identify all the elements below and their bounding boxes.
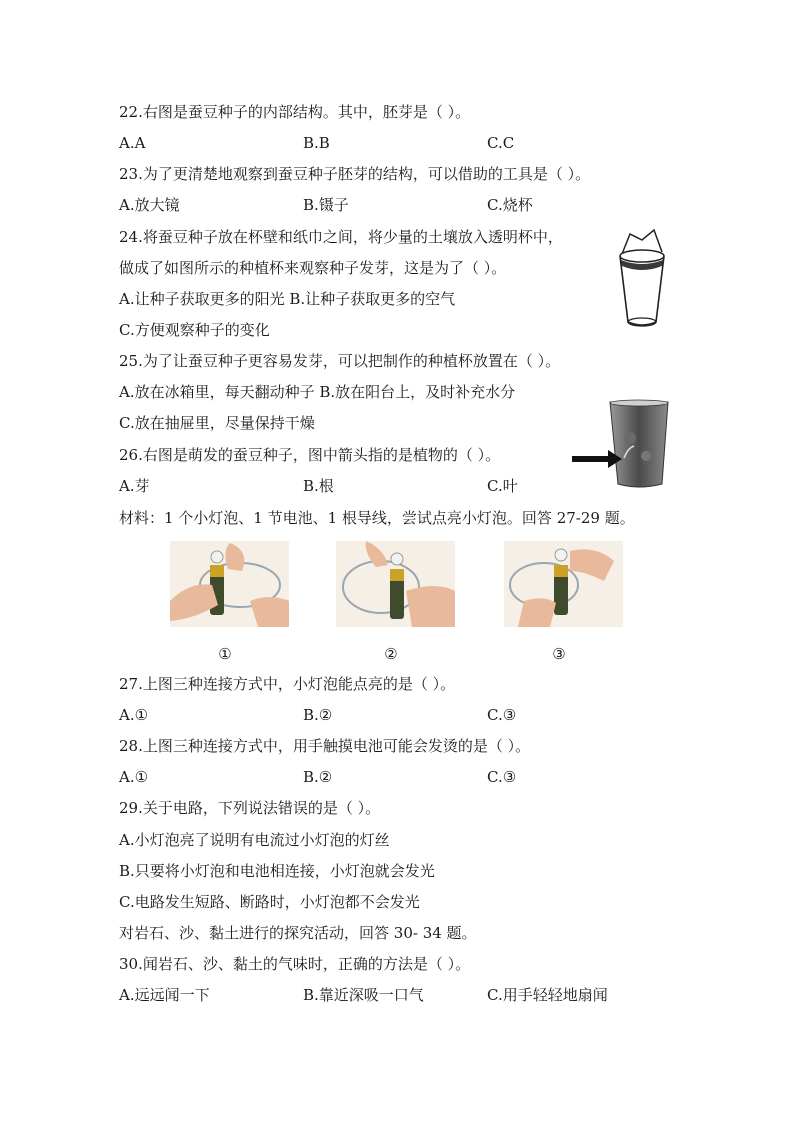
q28-option-a: A.① bbox=[119, 768, 149, 786]
q30-option-c: C.用手轻轻地扇闻 bbox=[487, 986, 608, 1004]
q22-stem: 22.右图是蚕豆种子的内部结构。其中，胚芽是（ ）。 bbox=[119, 103, 471, 121]
q26-option-b: B.根 bbox=[303, 477, 334, 495]
q27-option-a: A.① bbox=[119, 706, 149, 724]
circuit-caption-3: ③ bbox=[552, 645, 566, 663]
circuit-caption-1: ① bbox=[218, 645, 232, 663]
q28-stem: 28.上图三种连接方式中，用手触摸电池可能会发烫的是（ ）。 bbox=[119, 737, 531, 755]
q23-stem: 23.为了更清楚地观察到蚕豆种子胚芽的结构，可以借助的工具是（ ）。 bbox=[119, 165, 591, 183]
q25-stem: 25.为了让蚕豆种子更容易发芽，可以把制作的种植杯放置在（ ）。 bbox=[119, 352, 561, 370]
q25-option-ab: A.放在冰箱里，每天翻动种子 B.放在阳台上，及时补充水分 bbox=[119, 383, 516, 401]
q27-stem: 27.上图三种连接方式中，小灯泡能点亮的是（ ）。 bbox=[119, 675, 456, 693]
q30-stem: 30.闻岩石、沙、黏土的气味时，正确的方法是（ ）。 bbox=[119, 955, 471, 973]
circuit-caption-2: ② bbox=[384, 645, 398, 663]
q30-option-b: B.靠近深吸一口气 bbox=[303, 986, 424, 1004]
q23-option-b: B.镊子 bbox=[303, 196, 349, 214]
circuit-photo-1 bbox=[170, 541, 289, 627]
q29-option-c: C.电路发生短路、断路时，小灯泡都不会发光 bbox=[119, 893, 420, 911]
circuit-photo-3 bbox=[504, 541, 623, 627]
material-text: 材料：1 个小灯泡、1 节电池、1 根导线，尝试点亮小灯泡。回答 27-29 题。 bbox=[119, 509, 635, 527]
q22-option-c: C.C bbox=[487, 134, 515, 152]
q25-option-c: C.放在抽屉里，尽量保持干燥 bbox=[119, 414, 315, 432]
q22-option-a: A.A bbox=[119, 134, 146, 152]
q23-option-c: C.烧杯 bbox=[487, 196, 533, 214]
intro-30-34: 对岩石、沙、黏土进行的探究活动，回答 30- 34 题。 bbox=[119, 924, 477, 942]
q24-option-c: C.方便观察种子的变化 bbox=[119, 321, 270, 339]
q28-option-c: C.③ bbox=[487, 768, 517, 786]
q27-option-c: C.③ bbox=[487, 706, 517, 724]
q26-option-a: A.芽 bbox=[119, 477, 150, 495]
q29-option-b: B.只要将小灯泡和电池相连接，小灯泡就会发光 bbox=[119, 862, 435, 880]
q26-stem: 26.右图是萌发的蚕豆种子，图中箭头指的是植物的（ ）。 bbox=[119, 446, 501, 464]
circuit-photo-2 bbox=[336, 541, 455, 627]
q27-option-b: B.② bbox=[303, 706, 333, 724]
q28-option-b: B.② bbox=[303, 768, 333, 786]
q29-option-a: A.小灯泡亮了说明有电流过小灯泡的灯丝 bbox=[119, 831, 390, 849]
q30-option-a: A.远远闻一下 bbox=[119, 986, 210, 1004]
q23-option-a: A.放大镜 bbox=[119, 196, 180, 214]
q24-option-ab: A.让种子获取更多的阳光 B.让种子获取更多的空气 bbox=[119, 290, 456, 308]
q24-stem-line2: 做成了如图所示的种植杯来观察种子发芽，这是为了（ ）。 bbox=[119, 259, 507, 277]
q29-stem: 29.关于电路，下列说法错误的是（ ）。 bbox=[119, 799, 381, 817]
q26-option-c: C.叶 bbox=[487, 477, 518, 495]
q24-stem-line1: 24.将蚕豆种子放在杯壁和纸巾之间，将少量的土壤放入透明杯中， bbox=[119, 228, 563, 246]
sprouting-seed-cup-figure bbox=[572, 398, 672, 490]
q22-option-b: B.B bbox=[303, 134, 330, 152]
planting-cup-figure bbox=[610, 226, 672, 330]
